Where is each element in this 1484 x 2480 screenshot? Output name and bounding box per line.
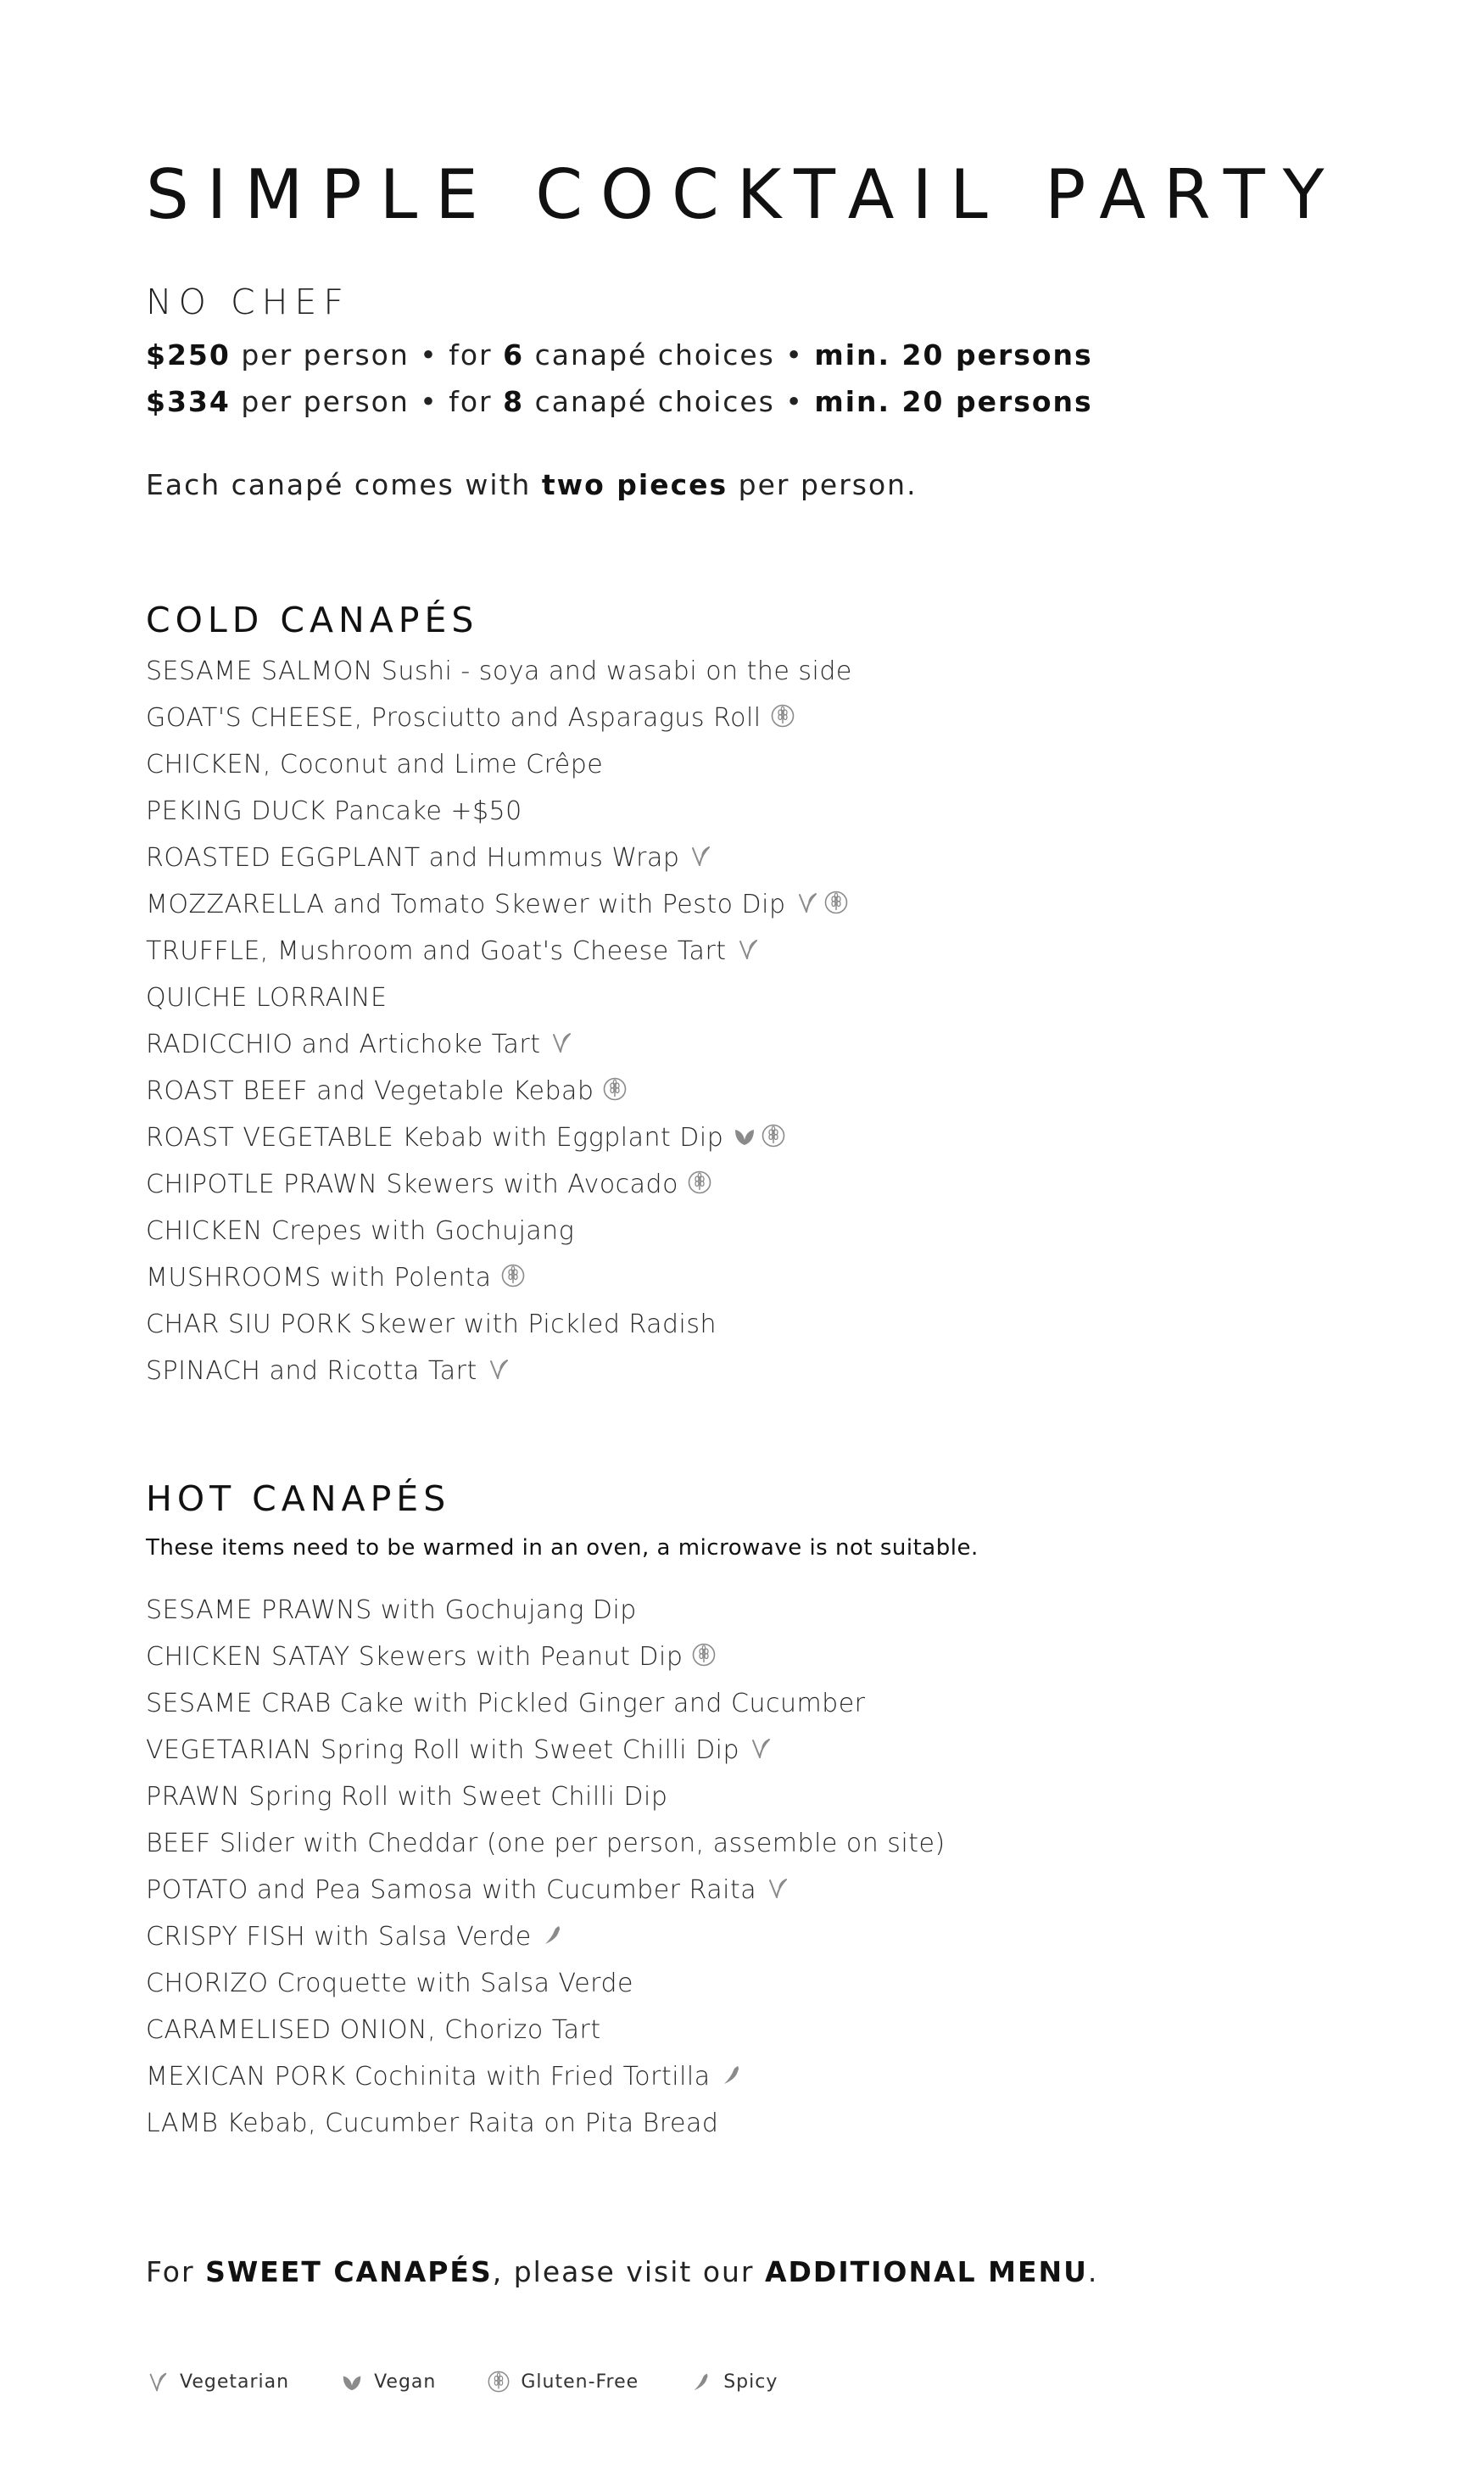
list-item: [146, 2062, 946, 2109]
item-name: CARAMELISED ONION, Chorizo Tart: [146, 2015, 601, 2045]
price-per: per person • for: [241, 385, 493, 418]
legend-item: [689, 2370, 778, 2393]
vegetarian-icon: [486, 1356, 511, 1382]
hot-canapes-heading: HOT CANAPÉS: [146, 1478, 451, 1519]
list-item: [146, 1216, 852, 1263]
list-item: [146, 1689, 946, 1735]
list-item: [146, 796, 852, 843]
vegetarian-icon: [748, 1735, 773, 1761]
list-item: [146, 750, 852, 796]
item-name: VEGETARIAN Spring Roll with Sweet Chilli Dip: [146, 1735, 740, 1765]
vegan-icon: [732, 1123, 757, 1148]
item-name: SESAME CRAB Cake with Pickled Ginger and Cucumber: [146, 1689, 866, 1718]
price-min: min. 20 persons: [814, 385, 1093, 418]
additional-menu-label: ADDITIONAL MENU: [765, 2255, 1088, 2288]
spicy-icon: [540, 1922, 566, 1947]
price-choices-text: canapé choices •: [534, 338, 804, 371]
item-name: POTATO and Pea Samosa with Cucumber Raita: [146, 1875, 757, 1905]
note-pre: Each canapé comes with: [146, 468, 532, 501]
item-name: SPINACH and Ricotta Tart: [146, 1356, 477, 1386]
gluten-free-icon: [687, 1170, 712, 1195]
cold-canapes-list: [146, 656, 852, 1403]
item-name: TRUFFLE, Mushroom and Goat's Cheese Tart: [146, 936, 727, 966]
item-name: CHIPOTLE PRAWN Skewers with Avocado: [146, 1170, 678, 1199]
item-name: ROAST VEGETABLE Kebab with Eggplant Dip: [146, 1123, 724, 1153]
legend-item: [146, 2370, 289, 2393]
vegan-icon: [340, 2370, 364, 2393]
item-name: CHICKEN, Coconut and Lime Crêpe: [146, 750, 604, 779]
list-item: [146, 1076, 852, 1123]
sweet-mid: , please visit our: [492, 2255, 755, 2288]
list-item: [146, 936, 852, 983]
legend-item: [340, 2370, 436, 2393]
hot-canapes-note: These items need to be warmed in an oven, a microwave is not suitable.: [146, 1535, 979, 1561]
item-name: ROASTED EGGPLANT and Hummus Wrap: [146, 843, 680, 873]
item-name: PEKING DUCK Pancake +$50: [146, 796, 522, 826]
price-choices: 8: [503, 385, 525, 418]
price-option-2: [146, 385, 1093, 418]
hot-canapes-list: [146, 1595, 946, 2155]
list-item: [146, 2015, 946, 2062]
legend-label: Vegetarian: [180, 2371, 290, 2393]
legend-item: [487, 2370, 639, 2393]
price-min: min. 20 persons: [814, 338, 1093, 371]
vegetarian-icon: [735, 936, 761, 962]
gluten-free-icon: [770, 703, 795, 729]
list-item: [146, 1922, 946, 1969]
gluten-free-icon: [823, 890, 849, 915]
list-item: [146, 703, 852, 750]
list-item: [146, 656, 852, 703]
pieces-note: [146, 468, 918, 501]
item-name: CHORIZO Croquette with Salsa Verde: [146, 1969, 633, 1998]
gluten-free-icon: [500, 1263, 526, 1288]
price-choices-text: canapé choices •: [534, 385, 804, 418]
list-item: [146, 1310, 852, 1356]
item-name: MOZZARELLA and Tomato Skewer with Pesto Dip: [146, 890, 786, 919]
gluten-free-icon: [487, 2370, 510, 2393]
list-item: [146, 1263, 852, 1310]
spicy-icon: [689, 2370, 713, 2393]
vegetarian-icon: [549, 1030, 574, 1055]
price-per: per person • for: [241, 338, 493, 371]
list-item: [146, 1829, 946, 1875]
vegetarian-icon: [765, 1875, 790, 1901]
list-item: [146, 1030, 852, 1076]
page-subtitle: NO CHEF: [146, 282, 350, 322]
sweet-post: .: [1087, 2255, 1099, 2288]
item-name: RADICCHIO and Artichoke Tart: [146, 1030, 541, 1059]
price-option-1: [146, 338, 1093, 371]
item-name: QUICHE LORRAINE: [146, 983, 388, 1013]
sweet-pre: For: [146, 2255, 195, 2288]
cold-canapes-heading: COLD CANAPÉS: [146, 600, 479, 640]
list-item: [146, 843, 852, 890]
legend-label: Spicy: [723, 2371, 778, 2393]
item-name: MEXICAN PORK Cochinita with Fried Tortilla: [146, 2062, 711, 2092]
page-title: SIMPLE COCKTAIL PARTY: [146, 155, 1342, 234]
list-item: [146, 1170, 852, 1216]
list-item: [146, 1356, 852, 1403]
list-item: [146, 1595, 946, 1642]
price-amount: $334: [146, 385, 231, 418]
list-item: [146, 983, 852, 1030]
item-name: CHICKEN SATAY Skewers with Peanut Dip: [146, 1642, 683, 1672]
sweet-canapes-note: [146, 2255, 1099, 2288]
list-item: [146, 1969, 946, 2015]
item-name: CHAR SIU PORK Skewer with Pickled Radish: [146, 1310, 717, 1339]
gluten-free-icon: [761, 1123, 786, 1148]
dietary-legend: [146, 2370, 828, 2393]
legend-label: Vegan: [374, 2371, 437, 2393]
item-name: GOAT'S CHEESE, Prosciutto and Asparagus Roll: [146, 703, 762, 733]
vegetarian-icon: [795, 890, 820, 915]
item-name: BEEF Slider with Cheddar (one per person, assemble on site): [146, 1829, 946, 1858]
list-item: [146, 1875, 946, 1922]
note-post: per person.: [738, 468, 918, 501]
item-name: CHICKEN Crepes with Gochujang: [146, 1216, 575, 1246]
item-name: PRAWN Spring Roll with Sweet Chilli Dip: [146, 1782, 668, 1812]
gluten-free-icon: [691, 1642, 717, 1667]
list-item: [146, 2109, 946, 2155]
item-name: LAMB Kebab, Cucumber Raita on Pita Bread: [146, 2109, 719, 2138]
item-name: ROAST BEEF and Vegetable Kebab: [146, 1076, 594, 1106]
list-item: [146, 1642, 946, 1689]
price-choices: 6: [503, 338, 525, 371]
sweet-canapes-label: SWEET CANAPÉS: [205, 2255, 493, 2288]
item-name: CRISPY FISH with Salsa Verde: [146, 1922, 532, 1952]
item-name: SESAME SALMON Sushi - soya and wasabi on the side: [146, 656, 852, 686]
gluten-free-icon: [602, 1076, 628, 1102]
item-name: SESAME PRAWNS with Gochujang Dip: [146, 1595, 637, 1625]
vegetarian-icon: [146, 2370, 170, 2393]
note-bold: two pieces: [541, 468, 728, 501]
list-item: [146, 1123, 852, 1170]
list-item: [146, 1782, 946, 1829]
list-item: [146, 1735, 946, 1782]
price-amount: $250: [146, 338, 231, 371]
item-name: MUSHROOMS with Polenta: [146, 1263, 492, 1293]
list-item: [146, 890, 852, 936]
vegetarian-icon: [688, 843, 713, 869]
spicy-icon: [719, 2062, 745, 2087]
legend-label: Gluten-Free: [521, 2371, 639, 2393]
